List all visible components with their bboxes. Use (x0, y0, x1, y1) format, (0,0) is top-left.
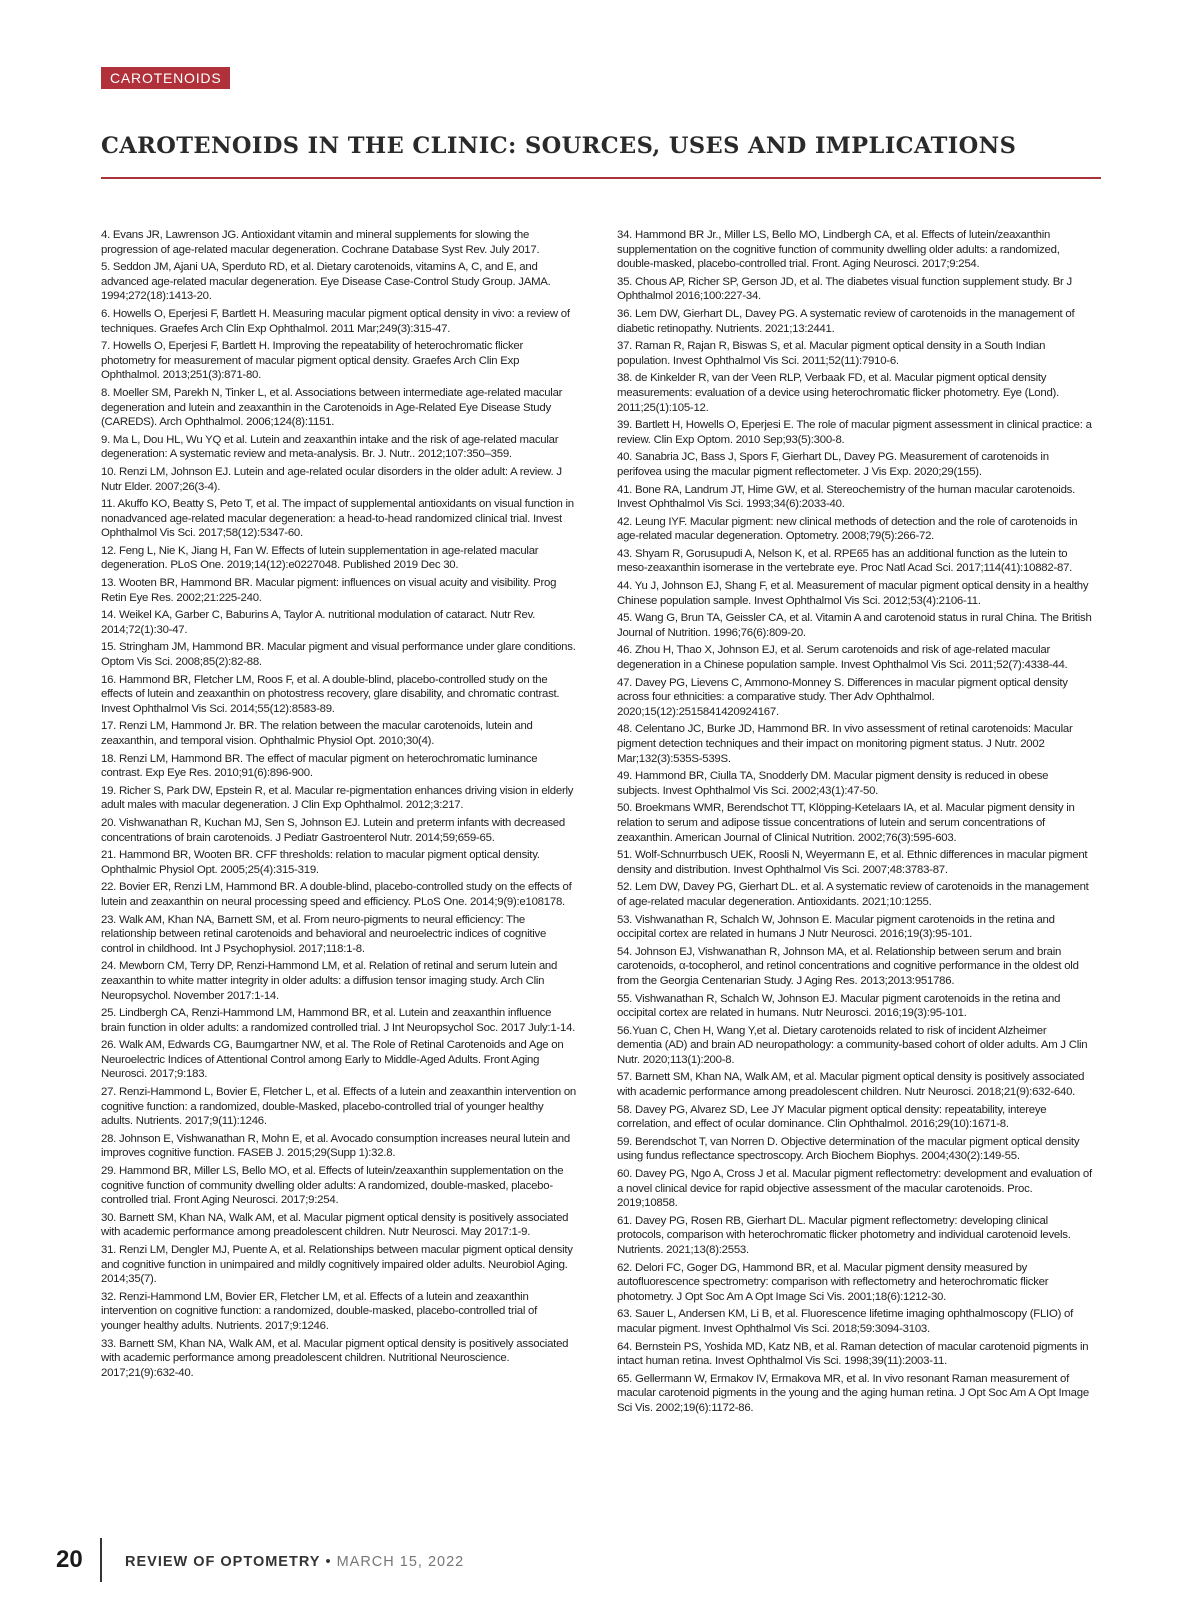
reference-item: 38. de Kinkelder R, van der Veen RLP, Verbaak FD, et al. Macular pigment optical density measurements: evaluation of a device using heterochromatic flicker photometry. Eye (Lond). 2011;25(1):105-12. (617, 372, 1060, 414)
reference-item: 39. Bartlett H, Howells O, Eperjesi E. The role of macular pigment assessment in clinical practice: a review. Clin Exp Optom. 2010 Sep;93(5):300-8. (617, 419, 1092, 446)
reference-item: 22. Bovier ER, Renzi LM, Hammond BR. A double-blind, placebo-controlled study on the effects of lutein and zeaxanthin on neural processing speed and efficiency. PLoS One. 2014;9(9):e108178. (101, 881, 572, 908)
reference-item: 62. Delori FC, Goger DG, Hammond BR, et al. Macular pigment density measured by autofluorescence spectrometry: comparison with reflectometry and heterochromatic flicker photometry. J Opt Soc Am A Opt Image Sci Vis. 2001;18(6):1212-30. (617, 1261, 1049, 1303)
reference-item: 21. Hammond BR, Wooten BR. CFF thresholds: relation to macular pigment optical density. Ophthalmic Physiol Opt. 2005;25(4):315-319. (101, 849, 540, 876)
reference-item: 54. Johnson EJ, Vishwanathan R, Johnson MA, et al. Relationship between serum and brain carotenoids, α-tocopherol, and retinol concentrations and cognitive performance in the oldest old from the Georgia Centenarian Study. J Aging Res. 2013;2013:951786. (617, 945, 1079, 987)
reference-item: 33. Barnett SM, Khan NA, Walk AM, et al. Macular pigment optical density is positively associated with academic performance among preadolescent children. Nutritional Neuroscience. 2017;21(9):632-40. (101, 1337, 569, 1379)
reference-item: 18. Renzi LM, Hammond BR. The effect of macular pigment on heterochromatic luminance contrast. Exp Eye Res. 2010;91(6):896-900. (101, 752, 538, 780)
reference-item: 59. Berendschot T, van Norren D. Objective determination of the macular pigment optical density using fundus reflectance spectroscopy. Arch Biochem Biophys. 2004;430(2):149-55. (617, 1135, 1080, 1163)
footer-divider (100, 1538, 102, 1582)
title-divider (101, 177, 1101, 179)
reference-item: 36. Lem DW, Gierhart DL, Davey PG. A systematic review of carotenoids in the management of diabetic retinopathy. Nutrients. 2021;13:2441. (617, 307, 1075, 335)
reference-item: 8. Moeller SM, Parekh N, Tinker L, et al. Associations between intermediate age-related macular degeneration and lutein and zeaxanthin in the Carotenoids in Age-Related Eye Disease Study (CAREDS). Arch Ophthalmol. 2006;124(8):1151. (101, 386, 563, 429)
issue-date: MARCH 15, 2022 (336, 1554, 465, 1570)
reference-item: 26. Walk AM, Edwards CG, Baumgartner NW, et al. The Role of Retinal Carotenoids and Age on Neuroelectric Indices of Attentional Control among Early to Middle-Aged Adults. Front Aging Neurosci. 2017;9:183. (101, 1039, 564, 1081)
reference-item: 10. Renzi LM, Johnson EJ. Lutein and age-related ocular disorders in the older adult: A review. J Nutr Elder. 2007;26(3-4). (101, 465, 562, 493)
reference-item: 37. Raman R, Rajan R, Biswas S, et al. Macular pigment optical density in a South Indian population. Invest Ophthalmol Vis Sci. 2011;52(11):7910-6. (617, 340, 1046, 367)
reference-item: 31. Renzi LM, Dengler MJ, Puente A, et al. Relationships between macular pigment optical density and cognitive function in unimpaired and mildly cognitively impaired older adults. Neurobiol Aging. 2014;35(7). (101, 1244, 573, 1286)
publication-name: REVIEW OF OPTOMETRY (125, 1554, 321, 1570)
references-left-column (101, 228, 576, 1383)
reference-item: 15. Stringham JM, Hammond BR. Macular pigment and visual performance under glare conditions. Optom Vis Sci. 2008;85(2):82-88. (101, 641, 576, 669)
reference-item: 14. Weikel KA, Garber C, Baburins A, Taylor A. nutritional modulation of cataract. Nutr Rev. 2014;72(1):30-47. (101, 609, 536, 636)
reference-item: 57. Barnett SM, Khan NA, Walk AM, et al. Macular pigment optical density is positively associated with academic performance among preadolescent children. Nutr Neurosci. 2018;21(9):632-640. (617, 1071, 1085, 1099)
reference-item: 25. Lindbergh CA, Renzi-Hammond LM, Hammond BR, et al. Lutein and zeaxanthin influence brain function in older adults: a randomized controlled trial. J Int Neuropsychol Soc. 2017 July:1-14. (101, 1007, 576, 1034)
reference-item: 46. Zhou H, Thao X, Johnson EJ, et al. Serum carotenoids and risk of age-related macular degeneration in a Chinese population sample. Invest Ophthalmol Vis Sci. 2011;52(7):4338-44. (617, 644, 1068, 672)
reference-item: 4. Evans JR, Lawrenson JG. Antioxidant vitamin and mineral supplements for slowing the progression of age-related macular degeneration. Cochrane Database Syst Rev. July 2017. (101, 229, 540, 256)
reference-item: 40. Sanabria JC, Bass J, Spors F, Gierhart DL, Davey PG. Measurement of carotenoids in perifovea using the macular pigment reflectometer. J Vis Exp. 2020;29(155). (617, 451, 1049, 478)
reference-item: 17. Renzi LM, Hammond Jr. BR. The relation between the macular carotenoids, lutein and zeaxanthin, and temporal vision. Ophthalmic Physiol Opt. 2010;30(4). (101, 720, 533, 747)
reference-item: 44. Yu J, Johnson EJ, Shang F, et al. Measurement of macular pigment optical density in a healthy Chinese population sample. Invest Ophthalmol Vis Sci. 2012;53(4):2106-11. (617, 580, 1089, 607)
page-title: CAROTENOIDS IN THE CLINIC: SOURCES, USES AND IMPLICATIONS (101, 133, 1017, 159)
reference-item: 55. Vishwanathan R, Schalch W, Johnson EJ. Macular pigment carotenoids in the retina and occipital cortex are related in humans. Nutr Neurosci. 2016;19(3):95-101. (617, 992, 1061, 1020)
reference-item: 56.Yuan C, Chen H, Wang Y,et al. Dietary carotenoids related to risk of incident Alzheimer dementia (AD) and brain AD neuropathology: a community-based cohort of older adults. Am J Clin Nutr. 2020;113(1):200-8. (617, 1024, 1088, 1066)
reference-item: 35. Chous AP, Richer SP, Gerson JD, et al. The diabetes visual function supplement study. Br J Ophthalmol 2016;100:227-34. (617, 275, 1072, 303)
reference-item: 65. Gellermann W, Ermakov IV, Ermakova MR, et al. In vivo resonant Raman measurement of macular carotenoid pigments in the young and the aging human retina. J Opt Soc Am A Opt Image Sci Vis. 2002;19(6):1172-86. (617, 1372, 1089, 1414)
reference-item: 16. Hammond BR, Fletcher LM, Roos F, et al. A double-blind, placebo-controlled study on the effects of lutein and zeaxanthin on photostress recovery, glare disability, and chromatic contrast. Invest Ophthalmol Vis Sci. 2014;55(12):8583-89. (101, 673, 560, 715)
reference-item: 24. Mewborn CM, Terry DP, Renzi-Hammond LM, et al. Relation of retinal and serum lutein and zeaxanthin to white matter integrity in older adults: a diffusion tensor imaging study. Arch Clin Neuropsychol. November 2017:1-14. (101, 960, 558, 1002)
reference-item: 20. Vishwanathan R, Kuchan MJ, Sen S, Johnson EJ. Lutein and preterm infants with decreased concentrations of brain carotenoids. J Pediatr Gastroenterol Nutr. 2014;59;659-65. (101, 816, 565, 844)
reference-item: 51. Wolf-Schnurrbusch UEK, Roosli N, Weyermann E, et al. Ethnic differences in macular pigment density and distribution. Invest Ophthalmol Vis Sci. 2007;48:3783-87. (617, 849, 1088, 876)
reference-item: 13. Wooten BR, Hammond BR. Macular pigment: influences on visual acuity and visibility. Prog Retin Eye Res. 2002;21:225-240. (101, 577, 557, 604)
reference-item: 60. Davey PG, Ngo A, Cross J et al. Macular pigment reflectometry: development and evaluation of a novel clinical device for rapid objective assessment of the macular carotenoids. Proc. 2019;10858. (617, 1168, 1092, 1210)
reference-item: 42. Leung IYF. Macular pigment: new clinical methods of detection and the role of carotenoids in age-related macular degeneration. Optometry. 2008;79(5):266-72. (617, 515, 1078, 543)
reference-item: 58. Davey PG, Alvarez SD, Lee JY Macular pigment optical density: repeatability, intereye correlation, and effect of ocular dominance. Clin Ophthalmol. 2016;29(10):1671-8. (617, 1103, 1047, 1131)
reference-item: 41. Bone RA, Landrum JT, Hime GW, et al. Stereochemistry of the human macular carotenoids. Invest Ophthalmol Vis Sci. 1993;34(6):2033-40. (617, 483, 1076, 511)
reference-item: 49. Hammond BR, Ciulla TA, Snodderly DM. Macular pigment density is reduced in obese subjects. Invest Ophthalmol Vis Sci. 2002;43(1):47-50. (617, 770, 1049, 797)
references-right-column (617, 228, 1092, 1419)
footer-publication (125, 1554, 464, 1570)
reference-item: 50. Broekmans WMR, Berendschot TT, Klöpping-Ketelaars IA, et al. Macular pigment density in relation to serum and adipose tissue concentrations of lutein and serum concentrations of zeaxanthin. American Journal of Clinical Nutrition. 2002;76(3):595-603. (617, 802, 1075, 844)
reference-item: 27. Renzi-Hammond L, Bovier E, Fletcher L, et al. Effects of a lutein and zeaxanthin intervention on cognitive function: a randomized, double-Masked, placebo-controlled trial of younger healthy adults. Nutrients. 2017;9(11):1246. (101, 1086, 576, 1128)
reference-item: 64. Bernstein PS, Yoshida MD, Katz NB, et al. Raman detection of macular carotenoid pigments in intact human retina. Invest Ophthalmol Vis Sci. 1998;39(11):2003-11. (617, 1340, 1089, 1368)
section-tag: CAROTENOIDS (101, 67, 230, 89)
reference-item: 34. Hammond BR Jr., Miller LS, Bello MO, Lindbergh CA, et al. Effects of lutein/zeaxanthin supplementation on the cognitive function of community dwelling older adults: a randomized, double-masked, placebo-controlled trial. Front. Aging Neurosci. 2017;9:254. (617, 229, 1060, 271)
reference-item: 47. Davey PG, Lievens C, Ammono-Monney S. Differences in macular pigment optical density across four ethnicities: a comparative study. Ther Adv Ophthalmol. 2020;15(12):2515841420924167. (617, 676, 1068, 718)
reference-item: 30. Barnett SM, Khan NA, Walk AM, et al. Macular pigment optical density is positively associated with academic performance among preadolescent children. Nutr Neurosci. May 2017:1-9. (101, 1211, 569, 1239)
reference-item: 9. Ma L, Dou HL, Wu YQ et al. Lutein and zeaxanthin intake and the risk of age-related macular degeneration: A systematic review and meta-analysis. Br. J. Nutr.. 2012;107:350–359. (101, 433, 559, 461)
reference-item: 19. Richer S, Park DW, Epstein R, et al. Macular re-pigmentation enhances driving vision in elderly adult males with macular degeneration. J Clin Exp Ophthalmol. 2012;3:217. (101, 784, 574, 812)
page-number: 20 (56, 1546, 83, 1573)
reference-item: 28. Johnson E, Vishwanathan R, Mohn E, et al. Avocado consumption increases neural lutein and improves cognitive function. FASEB J. 2015;29(Supp 1):32.8. (101, 1132, 570, 1160)
reference-item: 23. Walk AM, Khan NA, Barnett SM, et al. From neuro-pigments to neural efficiency: The relationship between retinal carotenoids and behavioral and neuroelectric indices of cognitive control in childhood. Int J Psychophysiol. 2017;118:1-8. (101, 913, 547, 955)
reference-item: 48. Celentano JC, Burke JD, Hammond BR. In vivo assessment of retinal carotenoids: Macular pigment detection techniques and their impact on monitoring pigment status. J Nutr. 2002 Mar;132(3):535S-539S. (617, 723, 1073, 765)
reference-item: 29. Hammond BR, Miller LS, Bello MO, et al. Effects of lutein/zeaxanthin supplementation on the cognitive function of community dwelling older adults: A randomized, double-masked, placebo-controlled trial. Front Aging Neurosci. 2017;9:254. (101, 1165, 564, 1207)
reference-item: 53. Vishwanathan R, Schalch W, Johnson E. Macular pigment carotenoids in the retina and occipital cortex are related in humans J Nutr Neurosci. 2016;19(3):95-101. (617, 913, 1055, 941)
reference-item: 43. Shyam R, Gorusupudi A, Nelson K, et al. RPE65 has an additional function as the lutein to meso-zeaxanthin isomerase in the vertebrate eye. Proc Natl Acad Sci. 2017;114(41):10882-87. (617, 547, 1073, 575)
reference-item: 45. Wang G, Brun TA, Geissler CA, et al. Vitamin A and carotenoid status in rural China. The British Journal of Nutrition. 1996;76(6):809-20. (617, 612, 1092, 639)
reference-item: 12. Feng L, Nie K, Jiang H, Fan W. Effects of lutein supplementation in age-related macular degeneration. PLoS One. 2019;14(12):e0227048. Published 2019 Dec 30. (101, 544, 539, 572)
reference-item: 61. Davey PG, Rosen RB, Gierhart DL. Macular pigment reflectometry: developing clinical protocols, comparison with heterochromatic flicker photometry and individual carotenoid levels. Nutrients. 2021;13(8):2553. (617, 1214, 1071, 1256)
reference-item: 11. Akuffo KO, Beatty S, Peto T, et al. The impact of supplemental antioxidants on visual function in nonadvanced age-related macular degeneration: a head-to-head randomized clinical trial. Invest Ophthalmol Vis Sci. 2017;58(12):5347-60. (101, 498, 574, 540)
footer-separator: • (320, 1554, 337, 1570)
reference-item: 5. Seddon JM, Ajani UA, Sperduto RD, et al. Dietary carotenoids, vitamins A, C, and E, and advanced age-related macular degeneration. Eye Disease Case-Control Study Group. JAMA. 1994;272(18):1413-20. (101, 261, 551, 303)
reference-item: 52. Lem DW, Davey PG, Gierhart DL. et al. A systematic review of carotenoids in the management of age-related macular degeneration. Antioxidants. 2021;10:1255. (617, 881, 1089, 908)
reference-item: 6. Howells O, Eperjesi F, Bartlett H. Measuring macular pigment optical density in vivo: a review of techniques. Graefes Arch Clin Exp Ophthalmol. 2011 Mar;249(3):315-47. (101, 307, 570, 335)
reference-item: 63. Sauer L, Andersen KM, Li B, et al. Fluorescence lifetime imaging ophthalmoscopy (FLIO) of macular pigment. Invest Ophthalmol Vis Sci. 2018;59:3094-3103. (617, 1308, 1074, 1335)
reference-item: 7. Howells O, Eperjesi F, Bartlett H. Improving the repeatability of heterochromatic flicker photometry for measurement of macular pigment optical density. Graefes Arch Clin Exp Ophthalmol. 2013;251(3):871-80. (101, 340, 524, 382)
reference-item: 32. Renzi-Hammond LM, Bovier ER, Fletcher LM, et al. Effects of a lutein and zeaxanthin intervention on cognitive function: a randomized, double-masked, placebo-controlled trial of younger healthy adults. Nutrients. 2017;9:1246. (101, 1290, 538, 1332)
